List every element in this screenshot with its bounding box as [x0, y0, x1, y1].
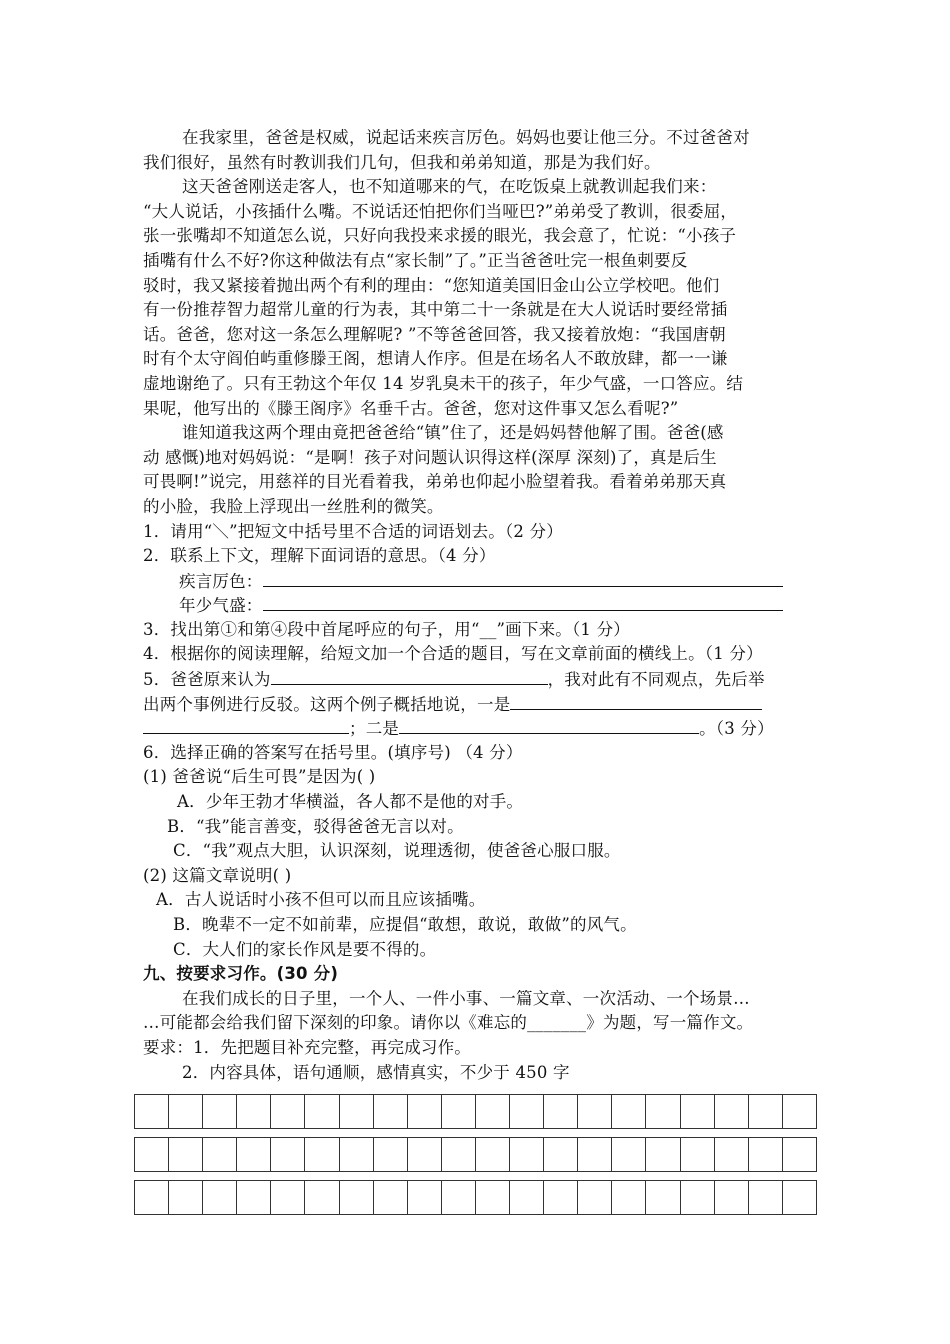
- question-3: [143, 618, 808, 643]
- grid-cell[interactable]: [271, 1181, 305, 1215]
- grid-cell[interactable]: [271, 1095, 305, 1129]
- grid-cell[interactable]: [407, 1181, 441, 1215]
- grid-cell[interactable]: [305, 1095, 339, 1129]
- passage-line: “大人说话，小孩插什么嘴。不说话还怕把你们当哑巴?”弟弟受了教训，很委屈，: [143, 201, 738, 221]
- composition-grid-row: [134, 1094, 817, 1129]
- grid-cell[interactable]: [510, 1181, 544, 1215]
- question-2-term: 疾言厉色：: [179, 571, 263, 591]
- passage-line: 话。爸爸，您对这一条怎么理解呢? ”不等爸爸回答，我又接着放炮：“我国唐朝: [143, 324, 726, 344]
- grid-cell[interactable]: [203, 1138, 237, 1172]
- composition-grid-row: [134, 1180, 817, 1215]
- answer-blank[interactable]: [399, 716, 699, 734]
- option-c: C．“我”观点大胆，认识深刻，说理透彻，使爸爸心服口服。: [173, 841, 621, 861]
- question-5-score: 。（3 分）: [699, 719, 774, 739]
- grid-cell[interactable]: [714, 1095, 748, 1129]
- grid-cell[interactable]: [169, 1138, 203, 1172]
- composition-grid-row: [134, 1137, 817, 1172]
- grid-cell[interactable]: [748, 1138, 782, 1172]
- question-1: 1．请用“＼”把短文中括号里不合适的词语划去。（2 分）: [143, 521, 563, 541]
- question-5-text: 5．爸爸原来认为: [143, 670, 271, 690]
- grid-cell[interactable]: [135, 1181, 169, 1215]
- grid-cell[interactable]: [510, 1095, 544, 1129]
- grid-cell[interactable]: [373, 1181, 407, 1215]
- section-heading: 九、按要求习作。(30 分): [143, 964, 339, 984]
- grid-cell[interactable]: [237, 1138, 271, 1172]
- grid-cell[interactable]: [373, 1138, 407, 1172]
- grid-cell[interactable]: [680, 1138, 714, 1172]
- exam-page: [143, 126, 808, 1085]
- grid-cell[interactable]: [646, 1138, 680, 1172]
- grid-cell[interactable]: [441, 1095, 475, 1129]
- writing-intro: 在我们成长的日子里，一个人、一件小事、一篇文章、一次活动、一个场景…: [182, 988, 750, 1008]
- grid-cell[interactable]: [475, 1181, 509, 1215]
- grid-cell[interactable]: [748, 1181, 782, 1215]
- grid-cell[interactable]: [680, 1095, 714, 1129]
- grid-cell[interactable]: [612, 1095, 646, 1129]
- passage-line: 这天爸爸刚送走客人，也不知道哪来的气，在吃饭桌上就教训起我们来：: [182, 177, 717, 197]
- writing-intro: …可能都会给我们留下深刻的印象。请你以《难忘的_______》为题，写一篇作文。: [143, 1013, 754, 1033]
- question-2: 2．联系上下文，理解下面词语的意思。（4 分）: [143, 546, 496, 566]
- grid-cell[interactable]: [475, 1138, 509, 1172]
- question-3-text: 3．找出第①和第④段中首尾呼应的句子，用“: [143, 619, 480, 639]
- grid-cell[interactable]: [203, 1095, 237, 1129]
- grid-cell[interactable]: [339, 1095, 373, 1129]
- question-6-2: (2) 这篇文章说明( ): [143, 865, 292, 885]
- question-6: 6．选择正确的答案写在括号里。(填序号) （4 分）: [143, 742, 523, 762]
- grid-cell[interactable]: [646, 1181, 680, 1215]
- grid-cell[interactable]: [714, 1138, 748, 1172]
- grid-cell[interactable]: [135, 1095, 169, 1129]
- option-b: B．晚辈不一定不如前辈，应提倡“敢想，敢说，敢做”的风气。: [173, 915, 637, 934]
- question-6-1: (1) 爸爸说“后生可畏”是因为( ): [143, 767, 376, 787]
- question-2-item-a: [143, 569, 808, 594]
- passage-line: 的小脸，我脸上浮现出一丝胜利的微笑。: [143, 496, 444, 516]
- grid-cell[interactable]: [237, 1095, 271, 1129]
- question-2-term: 年少气盛：: [179, 596, 263, 616]
- grid-cell[interactable]: [203, 1181, 237, 1215]
- grid-cell[interactable]: [748, 1095, 782, 1129]
- grid-cell[interactable]: [441, 1181, 475, 1215]
- question-5-text: 出两个事例进行反驳。这两个例子概括地说，一是: [143, 694, 511, 714]
- passage-line: 果呢，他写出的《滕王阁序》名垂千古。爸爸，您对这件事又怎么看呢?”: [143, 398, 679, 418]
- grid-cell[interactable]: [714, 1181, 748, 1215]
- grid-cell[interactable]: [578, 1138, 612, 1172]
- grid-cell[interactable]: [135, 1138, 169, 1172]
- grid-cell[interactable]: [612, 1181, 646, 1215]
- question-5: [143, 667, 808, 692]
- passage-line: 驳时，我又紧接着抛出两个有利的理由：“您知道美国旧金山公立学校吧。他们: [143, 275, 720, 295]
- passage-line: 插嘴有什么不好?你这种做法有点“家长制”了。”正当爸爸吐完一根鱼刺要反: [143, 250, 688, 270]
- passage-line: 我们很好，虽然有时教训我们几句，但我和弟弟知道，那是为我们好。: [143, 152, 661, 172]
- passage-line: 动 感慨)地对妈妈说：“是啊！孩子对问题认识得这样(深厚 深刻)了，真是后生: [143, 447, 717, 467]
- grid-cell[interactable]: [271, 1138, 305, 1172]
- grid-cell[interactable]: [578, 1095, 612, 1129]
- question-5-cont: [143, 692, 808, 717]
- question-5-text: ；二是: [349, 719, 400, 739]
- grid-cell[interactable]: [782, 1095, 816, 1129]
- grid-cell[interactable]: [544, 1095, 578, 1129]
- question-5-text: ，我对此有不同观点，先后举: [547, 670, 765, 690]
- grid-cell[interactable]: [510, 1138, 544, 1172]
- underline-mark: __: [479, 619, 497, 639]
- grid-cell[interactable]: [782, 1138, 816, 1172]
- grid-cell[interactable]: [169, 1095, 203, 1129]
- grid-cell[interactable]: [544, 1181, 578, 1215]
- grid-cell[interactable]: [237, 1181, 271, 1215]
- passage-line: 张一张嘴却不知道怎么说，只好向我投来求援的眼光，我会意了，忙说：“小孩子: [143, 226, 737, 246]
- passage-line: 时有个太守阎伯屿重修滕王阁，想请人作序。但是在场名人不敢放肆，都一一谦: [143, 349, 728, 369]
- writing-requirement: 2．内容具体，语句通顺，感情真实，不少于 450 字: [182, 1062, 570, 1082]
- writing-requirement: 要求：1．先把题目补充完整，再完成习作。: [143, 1037, 471, 1057]
- option-a: A．少年王勃才华横溢，各人都不是他的对手。: [177, 792, 524, 812]
- question-4: 4．根据你的阅读理解，给短文加一个合适的题目，写在文章前面的横线上。（1 分）: [143, 644, 763, 664]
- passage-line: 可畏啊!”说完，用慈祥的目光看着我，弟弟也仰起小脸望着我。看着弟弟那天真: [143, 472, 727, 492]
- passage-line: 虚地谢绝了。只有王勃这个年仅 14 岁乳臭未干的孩子，年少气盛，一口答应。结: [143, 373, 744, 393]
- grid-cell[interactable]: [305, 1181, 339, 1215]
- question-2-item-b: [143, 593, 808, 618]
- grid-cell[interactable]: [339, 1181, 373, 1215]
- grid-cell[interactable]: [339, 1138, 373, 1172]
- grid-cell[interactable]: [646, 1095, 680, 1129]
- option-b: B．“我”能言善变，驳得爸爸无言以对。: [167, 816, 464, 836]
- passage-line: 在我家里，爸爸是权威，说起话来疾言厉色。妈妈也要让他三分。不过爸爸对: [182, 128, 750, 147]
- grid-cell[interactable]: [169, 1181, 203, 1215]
- option-a: A．古人说话时小孩不但可以而且应该插嘴。: [156, 890, 486, 910]
- question-3-score: ”画下来。（1 分）: [496, 619, 630, 639]
- grid-cell[interactable]: [578, 1181, 612, 1215]
- passage-line: 有一份推荐智力超常儿童的行为表，其中第二十一条就是在大人说话时要经常插: [143, 300, 728, 320]
- grid-cell[interactable]: [680, 1181, 714, 1215]
- answer-blank[interactable]: [510, 692, 762, 710]
- grid-cell[interactable]: [782, 1181, 816, 1215]
- grid-cell[interactable]: [407, 1138, 441, 1172]
- grid-cell[interactable]: [373, 1095, 407, 1129]
- grid-cell[interactable]: [305, 1138, 339, 1172]
- answer-blank[interactable]: [271, 667, 548, 685]
- grid-cell[interactable]: [441, 1138, 475, 1172]
- grid-cell[interactable]: [544, 1138, 578, 1172]
- answer-blank[interactable]: [263, 569, 783, 587]
- question-5-end: [143, 716, 808, 741]
- passage-line: 谁知道我这两个理由竟把爸爸给“镇”住了，还是妈妈替他解了围。爸爸(感: [182, 423, 724, 443]
- answer-blank[interactable]: [263, 593, 783, 611]
- grid-cell[interactable]: [475, 1095, 509, 1129]
- grid-cell[interactable]: [407, 1095, 441, 1129]
- grid-cell[interactable]: [612, 1138, 646, 1172]
- answer-blank[interactable]: [143, 716, 349, 734]
- option-c: C．大人们的家长作风是要不得的。: [173, 939, 437, 959]
